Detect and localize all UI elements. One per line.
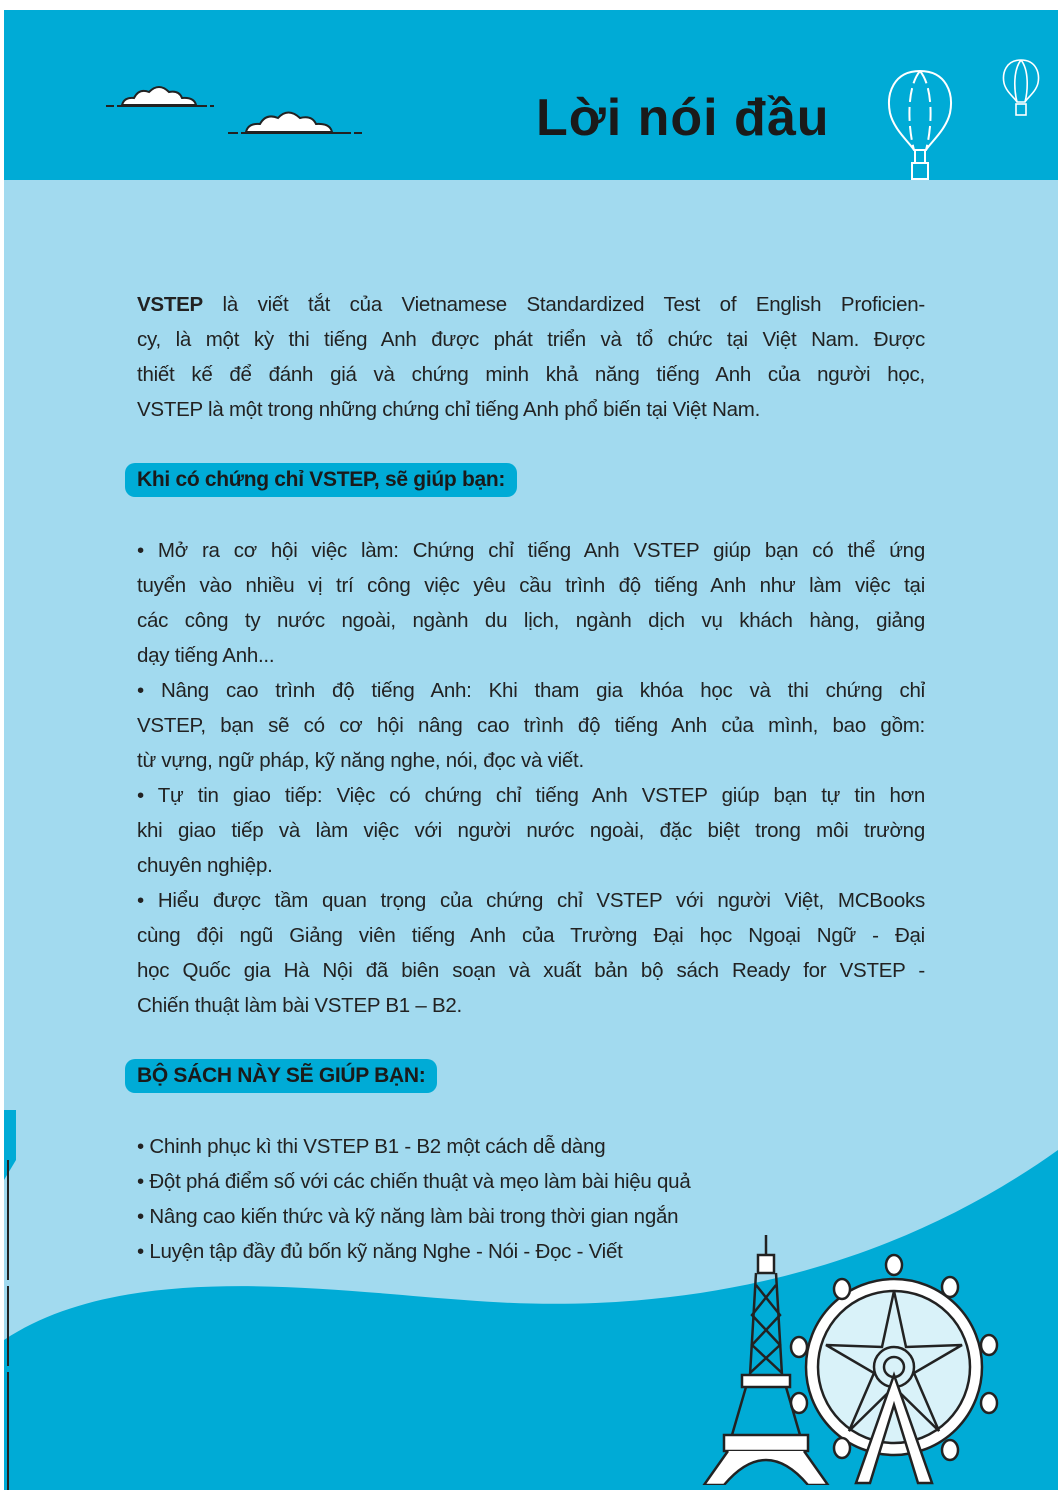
body-line: các công ty nước ngoài, ngành du lịch, ngành dịch vụ khách hàng, giảng [137, 609, 925, 632]
body-line: • Hiểu được tầm quan trọng của chứng chỉ VSTEP với người Việt, MCBooks [137, 889, 925, 912]
body-line: tuyển vào nhiều vị trí công việc yêu cầu trình độ tiếng Anh như làm việc tại [137, 574, 925, 597]
section2-heading: BỘ SÁCH NÀY SẼ GIÚP BẠN: [125, 1059, 437, 1093]
list-item: • Luyện tập đầy đủ bốn kỹ năng Nghe - Nói - Đọc - Viết [137, 1240, 623, 1263]
header-banner [4, 10, 1058, 180]
body-line: VSTEP, bạn sẽ có cơ hội nâng cao trình độ tiếng Anh của mình, bao gồm: [137, 714, 925, 737]
list-item: • Đột phá điểm số với các chiến thuật và mẹo làm bài hiệu quả [137, 1170, 691, 1193]
intro-line: cy, là một kỳ thi tiếng Anh được phát triển và tổ chức tại Việt Nam. Được [137, 328, 925, 351]
body-line: cùng đội ngũ Giảng viên tiếng Anh của Trường Đại học Ngoại Ngữ - Đại [137, 924, 925, 947]
ferris-wheel-icon [791, 1255, 997, 1483]
hot-air-balloon-icon [884, 68, 956, 186]
body-line: khi giao tiếp và làm việc với người nước ngoài, đặc biệt trong môi trường [137, 819, 925, 842]
eiffel-tower-and-ferris-wheel-illustration [694, 1235, 1014, 1485]
body-line: từ vựng, ngữ pháp, kỹ năng nghe, nói, đọc và viết. [137, 749, 584, 772]
body-line: dạy tiếng Anh... [137, 644, 275, 667]
intro-line: là viết tắt của Vietnamese Standardized Test of English Proficien- [202, 293, 925, 316]
page [4, 10, 1058, 1490]
body-line: chuyên nghiệp. [137, 854, 273, 877]
intro-line: VSTEP là một trong những chứng chỉ tiếng Anh phổ biến tại Việt Nam. [137, 398, 761, 421]
body-line: Chiến thuật làm bài VSTEP B1 – B2. [137, 994, 463, 1017]
intro-line: thiết kế để đánh giá và chứng minh khả năng tiếng Anh của người học, [137, 363, 925, 386]
hot-air-balloon-icon [1000, 58, 1042, 120]
list-item: • Chinh phục kì thi VSTEP B1 - B2 một cách dễ dàng [137, 1135, 606, 1158]
page-title: Lời nói đầu [536, 89, 830, 147]
body-line: • Mở ra cơ hội việc làm: Chứng chỉ tiếng Anh VSTEP giúp bạn có thể ứng [137, 539, 925, 562]
section1-body [137, 533, 925, 1023]
body-line: • Tự tin giao tiếp: Việc có chứng chỉ tiếng Anh VSTEP giúp bạn tự tin hơn [137, 784, 925, 807]
cloud-icon [104, 80, 224, 110]
intro-lead: VSTEP [137, 293, 203, 316]
list-item: • Nâng cao kiến thức và kỹ năng làm bài trong thời gian ngắn [137, 1205, 679, 1228]
intro-paragraph [137, 287, 925, 427]
section1-heading: Khi có chứng chỉ VSTEP, sẽ giúp bạn: [125, 463, 517, 497]
cloud-icon [226, 105, 366, 137]
body-line: học Quốc gia Hà Nội đã biên soạn và xuất bản bộ sách Ready for VSTEP - [137, 959, 925, 982]
body-line: • Nâng cao trình độ tiếng Anh: Khi tham gia khóa học và thi chứng chỉ [137, 679, 925, 702]
